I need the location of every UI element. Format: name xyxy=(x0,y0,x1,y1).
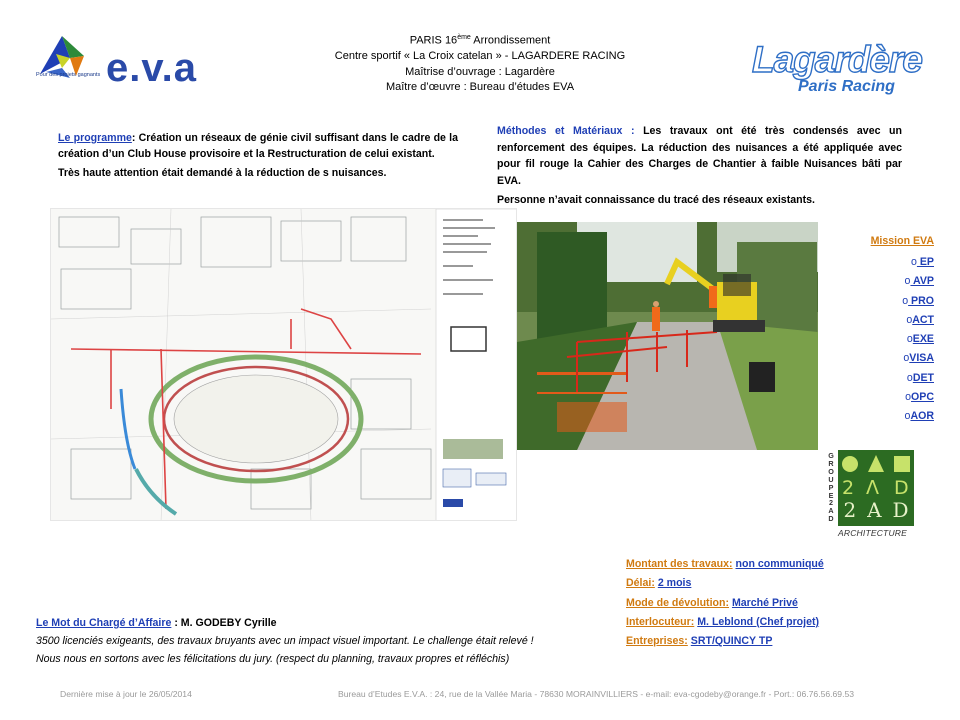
ad-architecture-text: ARCHITECTURE xyxy=(838,528,907,538)
header-line-4: Maître d’œuvre : Bureau d’études EVA xyxy=(385,81,575,94)
mission-item-aor[interactable] xyxy=(800,407,934,426)
info-value[interactable]: SRT/QUINCY TP xyxy=(690,635,773,648)
mot-line-1: 3500 licenciés exigeants, des travaux bruyants avec un impact visuel important. Le challenge était relevé ! xyxy=(36,635,534,647)
info-label: Délai: xyxy=(626,577,655,590)
info-label: Mode de dévolution: xyxy=(626,596,729,609)
mission-list xyxy=(800,235,934,427)
info-devolution xyxy=(626,594,824,613)
ad-letter: 2 xyxy=(829,498,833,508)
ad-letter: D xyxy=(892,498,909,522)
ad-letter: P xyxy=(828,482,834,492)
mission-item-label: DET xyxy=(912,371,934,384)
bullet-icon: o xyxy=(903,352,910,365)
mission-item-label: OPC xyxy=(911,391,934,404)
header-line-1 xyxy=(300,30,660,49)
info-value[interactable]: non communiqué xyxy=(735,558,824,570)
header-line-3: Maîtrise d’ouvrage : Lagardère xyxy=(405,65,555,78)
lagardere-subtitle: Paris Racing xyxy=(798,78,895,95)
svg-text:D: D xyxy=(894,477,909,499)
ad-bottom-letters xyxy=(838,498,914,522)
mission-item-label: ACT xyxy=(912,313,934,326)
groupe-2ad-logo xyxy=(826,450,920,540)
ad-letter: R xyxy=(828,458,834,468)
info-value[interactable]: 2 mois xyxy=(657,577,692,590)
methodes-paragraph-2: Personne n’avait connaissance du tracé des réseaux existants. xyxy=(497,194,815,206)
bullet-icon: o xyxy=(904,410,911,423)
mission-item-act[interactable] xyxy=(800,311,934,330)
eva-tagline: Pour des projets gagnants xyxy=(36,72,101,78)
worksite-photo xyxy=(517,222,818,450)
mot-line-2: Nous nous en sortons avec les félicitations du jury. (respect du planning, travaux propres et réfléchis) xyxy=(36,653,510,665)
mot-section xyxy=(36,614,534,668)
lagardere-wordmark: Lagardère xyxy=(752,39,922,80)
mission-item-ep[interactable] xyxy=(800,253,934,272)
mission-item-visa[interactable] xyxy=(800,349,934,368)
info-interlocuteur xyxy=(626,613,824,632)
methodes-paragraph xyxy=(497,123,902,189)
bullet-icon: o xyxy=(906,313,913,326)
info-montant xyxy=(626,555,824,574)
ad-letter: A xyxy=(828,506,834,516)
info-value[interactable]: Marché Privé xyxy=(731,596,798,609)
ad-letter: U xyxy=(828,474,834,484)
eva-logo xyxy=(36,34,197,94)
mot-label[interactable]: Le Mot du Chargé d’Affaire xyxy=(36,617,172,629)
mission-title[interactable]: Mission EVA xyxy=(870,235,934,247)
header-line-2: Centre sportif « La Croix catelan » - LAGARDERE RACING xyxy=(334,50,626,63)
methodes-text: Les travaux ont été très condensés avec un renforcement des équipes. La réduction des nuisances a été appliquée avec pour fil rouge la Cahier des Charges de Chantier à faible Nuisances bâti par EVA. xyxy=(497,125,902,187)
footer-contact: Bureau d’Etudes E.V.A. : 24, rue de la Vallée Maria - 78630 MORAINVILLIERS - e-mail: eva-cgodeby@orange.fr - Port.: 06.76.56.69.53 xyxy=(338,689,855,699)
mission-item-pro[interactable] xyxy=(800,292,934,311)
mission-item-label: AOR xyxy=(910,410,934,423)
methodes-label: Méthodes et Matériaux : xyxy=(497,125,635,137)
methodes-section xyxy=(497,123,902,212)
mission-item-det[interactable] xyxy=(800,369,934,388)
info-label: Entreprises: xyxy=(626,635,688,648)
ad-letter: 2 xyxy=(843,498,857,522)
worksite-photo-image xyxy=(517,222,818,450)
ad-letter: E xyxy=(828,490,834,500)
ad-letter: D xyxy=(828,514,834,524)
mot-title xyxy=(36,614,534,632)
site-plan-image xyxy=(50,208,517,521)
eva-wordmark: e.v.a xyxy=(106,46,197,90)
programme-label[interactable]: Le programme xyxy=(58,132,132,144)
header-sup: ème xyxy=(457,34,471,41)
header-city: PARIS 16 xyxy=(409,34,458,47)
header-arrondissement: Arrondissement xyxy=(470,34,551,47)
lagardere-logo xyxy=(752,39,922,104)
bullet-icon: o xyxy=(906,333,913,346)
svg-text:ᐱ: ᐱ xyxy=(866,477,879,499)
page-header xyxy=(300,30,660,96)
mission-item-label: EXE xyxy=(912,333,934,346)
programme-section xyxy=(58,130,458,184)
programme-paragraph-2: Très haute attention était demandé à la réduction de s nuisances. xyxy=(58,167,387,179)
mission-item-label: EP xyxy=(916,256,934,268)
mission-item-label: AVP xyxy=(910,275,934,288)
programme-text: : Création un réseaux de génie civil suffisant dans le cadre de la création d’un Club House provisoire et la Restructuration de celui existant. xyxy=(58,132,458,160)
bullet-icon: o xyxy=(905,391,912,404)
ad-letter: G xyxy=(828,451,834,460)
programme-paragraph xyxy=(58,130,458,162)
info-delai xyxy=(626,574,824,593)
ad-green-box xyxy=(838,450,914,526)
ad-letter: O xyxy=(828,466,834,476)
info-entreprises xyxy=(626,632,824,651)
ad-vertical-text xyxy=(826,452,836,523)
svg-text:2: 2 xyxy=(842,477,855,499)
mission-item-opc[interactable] xyxy=(800,388,934,407)
mission-item-label: PRO xyxy=(908,294,934,307)
ad-letter: A xyxy=(867,498,882,522)
info-label: Interlocuteur: xyxy=(626,615,695,628)
bullet-icon: o xyxy=(902,294,909,307)
mission-item-label: VISA xyxy=(909,352,934,365)
bullet-icon: o xyxy=(904,275,911,288)
project-info xyxy=(626,555,824,651)
footer-updated: Dernière mise à jour le 26/05/2014 xyxy=(60,689,192,699)
mot-name: : M. GODEBY Cyrille xyxy=(171,617,277,629)
bullet-icon: o xyxy=(906,371,913,384)
info-value[interactable]: M. Leblond (Chef projet) xyxy=(697,615,820,628)
info-label: Montant des travaux: xyxy=(626,558,733,570)
mission-item-exe[interactable] xyxy=(800,330,934,349)
mission-item-avp[interactable] xyxy=(800,272,934,291)
bullet-icon: o xyxy=(911,256,917,268)
site-plan-drawing xyxy=(51,209,517,521)
